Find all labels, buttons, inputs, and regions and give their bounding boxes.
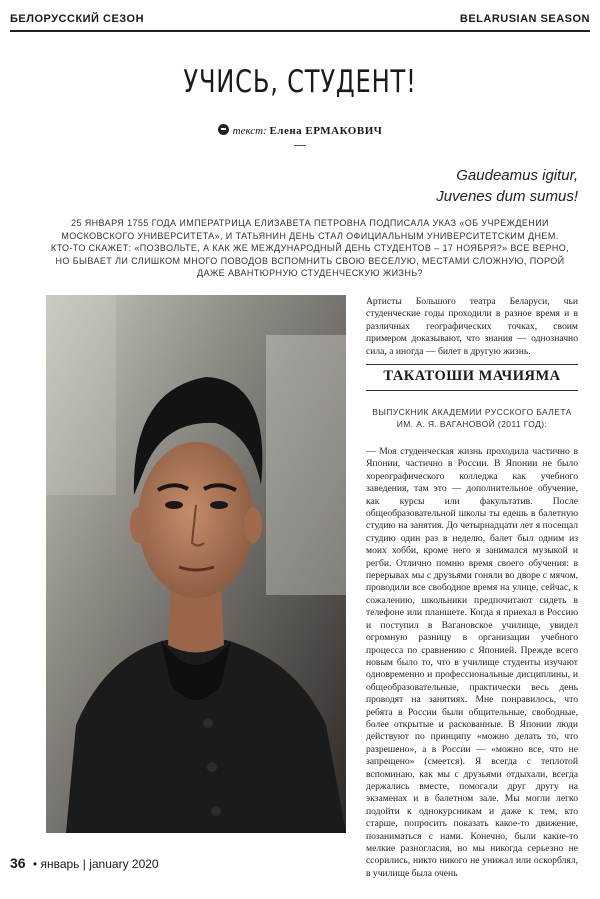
section-label-ru: БЕЛОРУССКИЙ СЕЗОН — [10, 13, 145, 25]
author-name: Елена ЕРМАКОВИЧ — [269, 125, 383, 137]
pen-icon — [218, 124, 229, 135]
page-number: 36 — [10, 855, 26, 871]
byline-divider — [294, 145, 306, 146]
epigraph-line: Gaudeamus igitur, — [456, 167, 578, 184]
byline — [0, 124, 600, 137]
page-footer — [10, 855, 159, 871]
section-label-en: BELARUSIAN SEASON — [459, 13, 590, 25]
issue-date: январь | january 2020 — [40, 857, 159, 871]
page-header — [10, 10, 590, 32]
portrait-illustration — [46, 295, 346, 833]
heading-rule-bottom — [366, 390, 578, 391]
intro-paragraph: Артисты Большого театра Беларуси, чьи студенческие годы проходили в разное время и в различных географических точках, своим примером доказывают, что знания — однозначно сила, а иногда — билет в другую жизнь. — [366, 296, 578, 357]
byline-label: текст: — [232, 125, 267, 137]
heading-rule-top — [366, 364, 578, 365]
epigraph-line: Juvenes dum sumus! — [436, 188, 578, 205]
interviewee-role: ВЫПУСКНИК АКАДЕМИИ РУССКОГО БАЛЕТА ИМ. А. Я. ВАГАНОВОЙ (2011 ГОД): — [372, 407, 572, 429]
interviewee-name: ТАКАТОШИ МАЧИЯМА — [383, 368, 561, 384]
epigraph — [436, 165, 578, 207]
interview-body: — Моя студенческая жизнь проходила частично в Японии, частично в России. В Японии не было хореографического колледжа как учебного заведения, там это — дополнительное обучение, как курсы или факультатив. После общеобразовательной школы ты едешь в балетную студию на занятия. До четырнадцати лет я посещал студию один раз в неделю, балет был одним из моих хобби, кроме него я занимался музыкой и регби. Отлично помню время своего обучения: в перерывах мы с друзьями гоняли во дворе с мячом, проводили все свободное время на улице, сейчас, к сожалению, школьники предпочитают сидеть в телефоне или планшете. Когда я приехал в Россию и поступил в Вагановское училище, увидел огромную разницу в организации учебного процесса по сравнению с Японией. Прежде всего новым было то, что в училище студенты изучают одновременно и профессиональные дисциплины, и общеобразовательные, практически весь день проводят на занятиях. Мне понравилось, что ребята в России были общительные, свободные, более открытые и раскованные. В Японии люди действуют по принципу «можно делать то, что разрешено», а в России — «можно все, что не запрещено» (смеется). Я всегда с теплотой вспоминаю, как мы с друзьями отдыхали, всегда держались вместе, помогали друг другу на экзаменах и в балетном зале. Мы могли легко подойти к однокурсникам и даже к тем, кто старше, попросить показать какое-то движение, позаниматься с нами. Конечно, были какие-то мелкие разногласия, но мы никогда серьезно не ссорились, никто никого не унижал или оскорблял, в училище была очень — [366, 446, 578, 879]
article-lead: 25 ЯНВАРЯ 1755 ГОДА ИМПЕРАТРИЦА ЕЛИЗАВЕТА ПЕТРОВНА ПОДПИСАЛА УКАЗ «ОБ УЧРЕЖДЕНИИ МОСКОВСКОГО УНИВЕРСИТЕТА», И ТАТЬЯНИН ДЕНЬ СТАЛ ОФИЦИАЛЬНЫМ УНИВЕРСИТЕТСКИМ ДНЕМ. КТО-ТО СКАЖЕТ: «ПОЗВОЛЬТЕ, А КАК ЖЕ МЕЖДУНАРОДНЫЙ ДЕНЬ СТУДЕНТОВ – 17 НОЯБРЯ?» ВСЕ ВЕРНО, НО БЫВАЕТ ЛИ СЛИШКОМ МНОГО ПОВОДОВ ВСПОМНИТЬ СВОЮ ВЕСЕЛУЮ, МЕСТАМИ СЛОЖНУЮ, ПОРОЙ ДАЖЕ АВАНТЮРНУЮ СТУДЕНЧЕСКУЮ ЖИЗНЬ? — [50, 218, 570, 278]
article-title: УЧИСЬ, СТУДЕНТ! — [183, 64, 417, 100]
portrait-photo — [46, 295, 346, 833]
bullet-separator: • — [32, 857, 38, 871]
